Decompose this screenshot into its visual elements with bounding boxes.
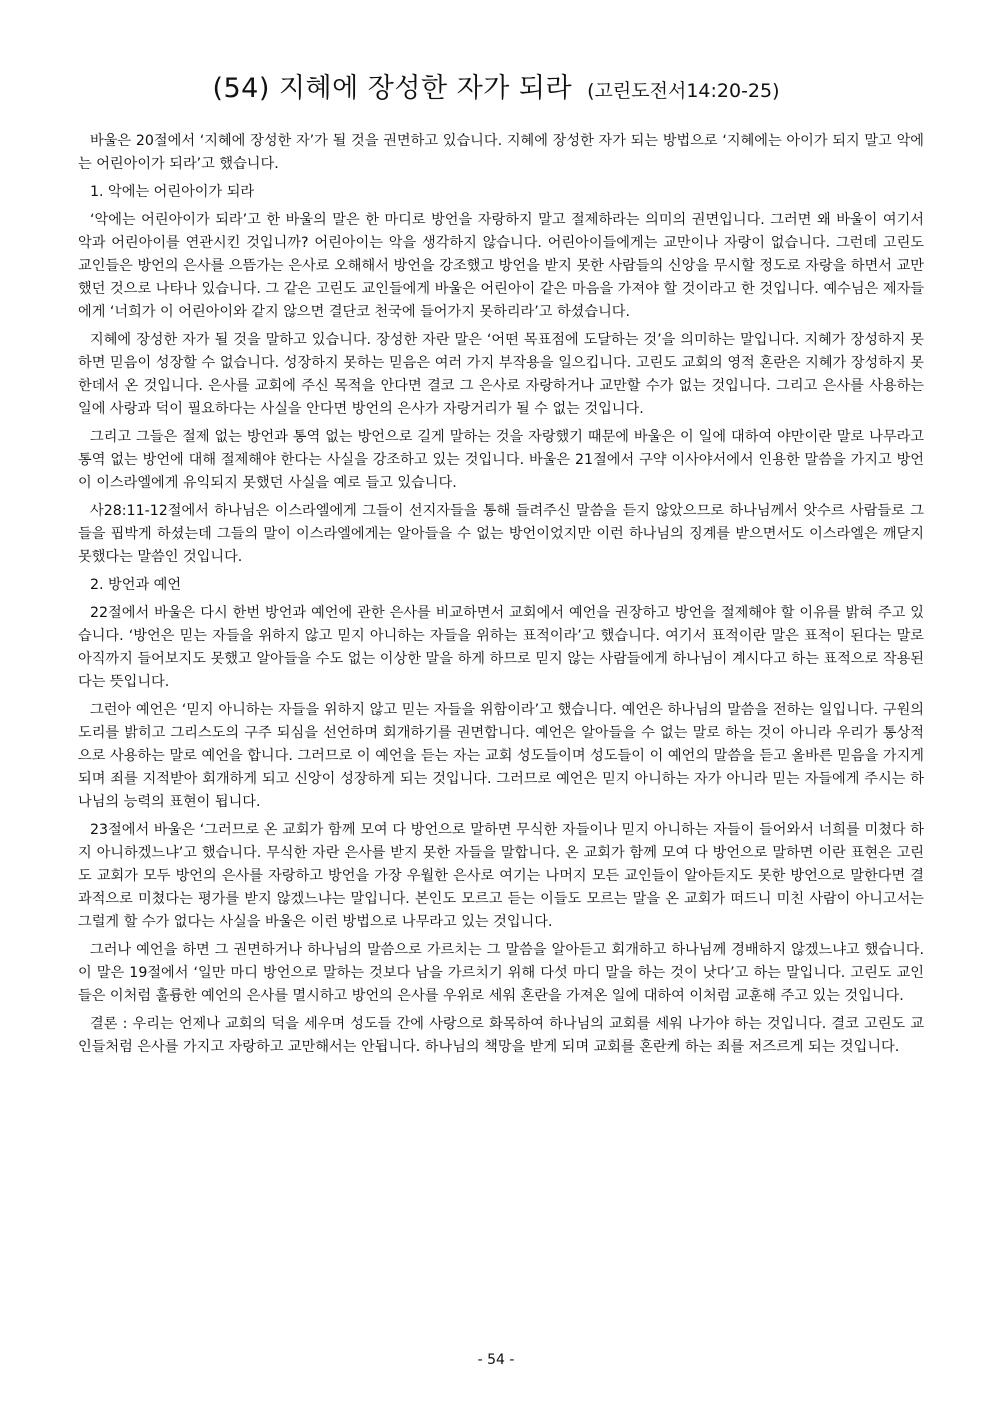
conclusion-paragraph: 결론 : 우리는 언제나 교회의 덕을 세우며 성도들 간에 사랑으로 화목하여 하나님의 교회를 세워 나가야 하는 것입니다. 결코 고린도 교인들처럼 은사를 가지고 자랑하고 교만해서는 안됩니다. 하나님의 책망을 받게 되며 교회를 혼란케 하는 죄를 저즈르게 되는 것입니다. [78, 1016, 924, 1055]
body-text [78, 130, 924, 1064]
page-number: - 54 - [477, 1352, 515, 1368]
section-heading: 2. 방언과 예언 [90, 577, 182, 593]
paragraph: ‘악에는 어린아이가 되라’고 한 바울의 말은 한 마디로 방언을 자랑하지 말고 절제하라는 의미의 권면입니다. 그러면 왜 바울이 여기서 악과 어린아이를 연관시킨 것입니까? 어린아이는 악을 생각하지 않습니다. 어린아이들에게는 교만이나 자랑이 없습니다. 그런데 고린도 교인들은 방언의 은사를 으뜸가는 은사로 오해해서 방언을 강조했고 방언을 받지 못한 사람들의 신앙을 무시할 정도로 자랑을 하면서 교만했던 것으로 나타나 있습니다. 그 같은 고린도 교인들에게 바울은 어린아이 같은 마음을 가져야 할 것이라고 한 것입니다. 예수님은 제자들에게 ‘너희가 이 어린아이와 같지 않으면 결단코 천국에 들어가지 못하리라’고 하셨습니다. [78, 212, 924, 320]
page-title [0, 66, 992, 105]
sermon-title: (54) 지혜에 장성한 자가 되라 [212, 73, 573, 104]
paragraph: 바울은 20절에서 ‘지혜에 장성한 자’가 될 것을 권면하고 있습니다. 지혜에 장성한 자가 되는 방법으로 ‘지혜에는 아이가 되지 말고 악에는 어린아이가 되라’고 했습니다. [78, 133, 924, 172]
paragraph: 그리고 그들은 절제 없는 방언과 통역 없는 방언으로 길게 말하는 것을 자랑했기 때문에 바울은 이 일에 대하여 야만이란 말로 나무라고 통역 없는 방언에 대해 절제해야 한다는 사실을 강조하고 있는 것입니다. 바울은 21절에서 구약 이사야서에서 인용한 말씀을 가지고 방언이 이스라엘에게 유익되지 못했던 사실을 예로 들고 있습니다. [78, 429, 924, 491]
paragraph: 그런아 예언은 ‘믿지 아니하는 자들을 위하지 않고 믿는 자들을 위함이라’고 했습니다. 예언은 하나님의 말씀을 전하는 일입니다. 구원의 도리를 밝히고 그리스도의 구주 되심을 선언하며 회개하기를 권면합니다. 예언은 알아들을 수 없는 말로 하는 것이 아니라 우리가 통상적으로 사용하는 말로 예언을 합니다. 그러므로 이 예언을 듣는 자는 교회 성도들이며 성도들이 이 예언의 말씀을 듣고 올바른 믿음을 가지게 되며 죄를 지적받아 회개하게 되고 신앙이 성장하게 되는 것입니다. 그러므로 예언은 믿지 아니하는 자가 아니라 믿는 자들에게 주시는 하나님의 능력의 표현이 됩니다. [78, 702, 924, 810]
paragraph: 사28:11-12절에서 하나님은 이스라엘에게 그들이 선지자들을 통해 들려주신 말씀을 듣지 않았으므로 하나님께서 앗수르 사람들로 그들을 핍박게 하셨는데 그들의 말이 이스라엘에게는 알아들을 수 없는 방언이었지만 이런 하나님의 징계를 받으면서도 이스라엘은 깨닫지 못했다는 말씀인 것입니다. [78, 503, 924, 565]
paragraph: 지혜에 장성한 자가 될 것을 말하고 있습니다. 장성한 자란 말은 ‘어떤 목표점에 도달하는 것’을 의미하는 말입니다. 지혜가 장성하지 못하면 믿음이 성장할 수 없습니다. 성장하지 못하는 믿음은 여러 가지 부작용을 일으킵니다. 고린도 교회의 영적 혼란은 지혜가 장성하지 못한데서 온 것입니다. 은사를 교회에 주신 목적을 안다면 결코 그 은사로 자랑하거나 교만할 수가 없는 것입니다. 그리고 은사를 사용하는 일에 사랑과 덕이 필요하다는 사실을 안다면 방언의 은사가 자랑거리가 될 수 없는 것입니다. [78, 332, 924, 417]
paragraph: 그러나 예언을 하면 그 권면하거나 하나님의 말씀으로 가르치는 그 말씀을 알아듣고 회개하고 하나님께 경배하지 않겠느냐고 했습니다. 이 말은 19절에서 ‘일만 마디 방언으로 말하는 것보다 남을 가르치기 위해 다섯 마디 말을 하는 것이 낫다’고 하는 말입니다. 고린도 교인들은 이처럼 훌륭한 예언의 은사를 멸시하고 방언의 은사를 우위로 세워 혼란을 가져온 일에 대하여 이처럼 교훈해 주고 있는 것입니다. [78, 942, 924, 1004]
scripture-reference: (고린도전서14:20-25) [587, 80, 780, 102]
paragraph: 22절에서 바울은 다시 한번 방언과 예언에 관한 은사를 비교하면서 교회에서 예언을 권장하고 방언을 절제해야 할 이유를 밝혀 주고 있습니다. ‘방언은 믿는 자들을 위하지 않고 믿지 아니하는 자들을 위하는 표적이라’고 했습니다. 여기서 표적이란 말은 표적이 된다는 말로 아직까지 들어보지도 못했고 알아들을 수도 없는 이상한 말을 하게 하므로 믿지 않는 사람들에게 하나님이 계시다고 하는 표적으로 작용된다는 뜻입니다. [78, 605, 924, 690]
paragraph: 23절에서 바울은 ‘그러므로 온 교회가 함께 모여 다 방언으로 말하면 무식한 자들이나 믿지 아니하는 자들이 들어와서 너희를 미쳤다 하지 아니하겠느냐’고 했습니다. 무식한 자란 은사를 받지 못한 자들을 말합니다. 온 교회가 함께 모여 다 방언으로 말하면 이란 표현은 고린도 교회가 모두 방언의 은사를 자랑하고 방언을 가장 우월한 은사로 여기는 나머지 모든 교인들이 알아듣지도 못한 방언으로 말한다면 결과적으로 미쳤다는 평가를 받지 않겠느냐는 말입니다. 본인도 모르고 듣는 이들도 모르는 말을 온 교회가 떠드니 미친 사람이 아니고서는 그럴게 할 수가 없다는 사실을 바울은 이런 방법으로 나무라고 있는 것입니다. [78, 822, 924, 930]
section-heading: 1. 악에는 어린아이가 되라 [90, 184, 255, 200]
